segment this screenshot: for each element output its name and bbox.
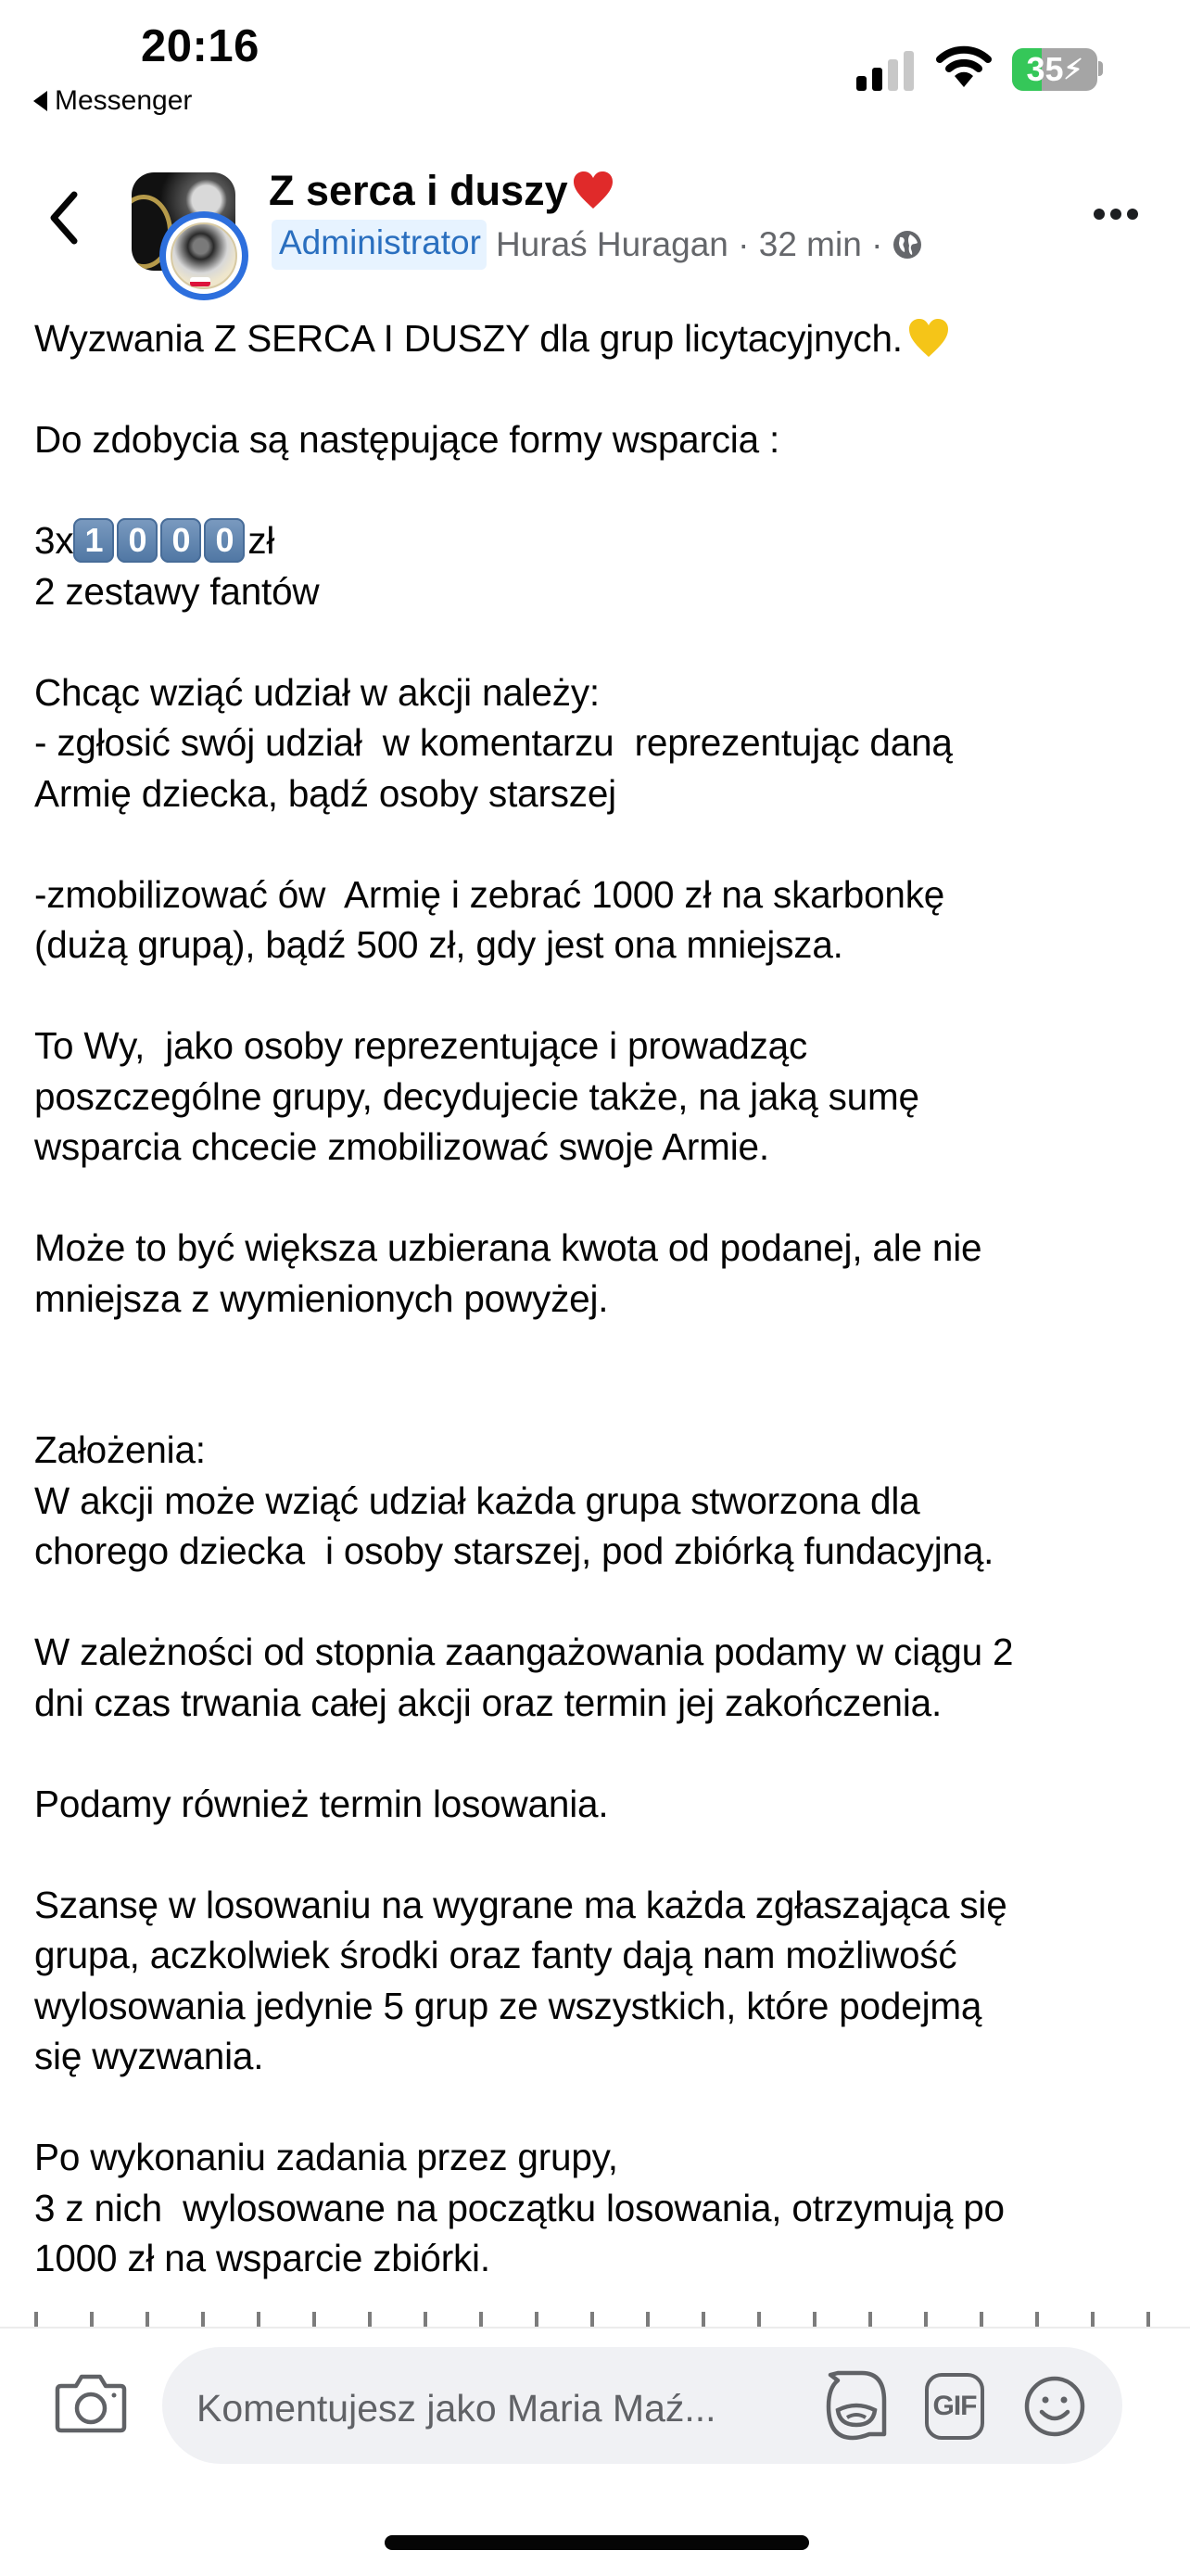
post-text: (dużą grupą), bądź 500 zł, gdy jest ona mniejsza. (34, 923, 843, 966)
post-body (34, 313, 1174, 2284)
battery-icon (1012, 48, 1097, 91)
post-text-line (34, 1425, 1174, 1476)
comment-input[interactable] (195, 2375, 810, 2442)
post-meta (272, 220, 923, 270)
post-text: 3 z nich wylosowane na początku losowania, otrzymują po (34, 2186, 1005, 2229)
post-text-line (34, 1274, 1174, 1325)
author-avatar[interactable] (159, 211, 248, 300)
post-text-line (34, 1476, 1174, 1527)
signal-bar (888, 59, 898, 91)
red-heart-icon (572, 170, 614, 212)
role-badge: Administrator (272, 220, 487, 270)
post-text-line (34, 1223, 1174, 1274)
back-to-app-button[interactable] (33, 85, 192, 117)
post-text: chorego dziecka i osoby starszej, pod zbiórką fundacyjną. (34, 1529, 994, 1572)
more-options-icon[interactable] (1094, 202, 1149, 226)
post-text-line (34, 717, 1174, 768)
back-triangle-icon (33, 91, 47, 111)
signal-bar (872, 68, 882, 91)
battery-percent: 35 (1026, 50, 1064, 88)
meta-separator: · (871, 225, 883, 263)
post-text: Może to być większa uzbierana kwota od podanej, ale nie (34, 1226, 982, 1269)
blank-line (34, 1324, 1174, 1375)
post-text: 2 zestawy fantów (34, 569, 320, 613)
post-text: Po wykonaniu zadania przez grupy, (34, 2136, 618, 2178)
blank-line (34, 1375, 1174, 1426)
post-text-line (34, 2031, 1174, 2082)
author-name[interactable]: Huraś Huragan (495, 225, 728, 263)
keycap-digit: 0 (117, 518, 158, 563)
post-text: dni czas trwania całej akcji oraz termin jej zakończenia. (34, 1681, 943, 1724)
gif-button[interactable] (925, 2373, 984, 2440)
post-text: Chcąc wziąć udział w akcji należy: (34, 670, 600, 714)
cellular-signal-icon (856, 48, 914, 91)
post-text-line (34, 1021, 1174, 1072)
post-text: Wyzwania Z SERCA I DUSZY dla grup licytacyjnych. (34, 317, 903, 360)
keycap-digit: 0 (204, 518, 245, 563)
post-text: 1000 zł na wsparcie zbiórki. (34, 2237, 490, 2279)
meta-separator: · (738, 225, 750, 263)
post-text-line (34, 920, 1174, 971)
post-text-line (34, 667, 1174, 718)
post-text-line (34, 2233, 1174, 2284)
post-text: wsparcia chcecie zmobilizować swoje Armie. (34, 1125, 769, 1168)
post-text: mniejsza z wymienionych powyżej. (34, 1276, 609, 1320)
battery-nub (1098, 61, 1103, 76)
post-text: poszczególne grupy, decydujecie także, na jaką sumę (34, 1074, 919, 1118)
post-text-line (34, 1122, 1174, 1173)
post-avatar[interactable] (132, 172, 254, 295)
charging-bolt-icon: ⚡︎ (1063, 54, 1083, 85)
post-text-line (34, 2132, 1174, 2183)
keycap-digit: 1 (73, 518, 114, 563)
post-text: - zgłosić swój udział w komentarzu reprezentując daną (34, 721, 953, 764)
post-text: Podamy również termin losowania. (34, 1782, 609, 1825)
smiley-icon[interactable] (1023, 2375, 1086, 2438)
post-text: wylosowania jedynie 5 grup ze wszystkich, które podejmą (34, 1984, 982, 2027)
post-text-line (34, 566, 1174, 617)
signal-bar (904, 51, 914, 91)
wifi-icon (936, 43, 992, 89)
globe-icon (892, 229, 923, 260)
post-text-line (34, 768, 1174, 819)
post-text: Szansę w losowaniu na wygrane ma każda zgłaszająca się (34, 1883, 1007, 1926)
post-text-line (34, 1981, 1174, 2032)
post-text-line (34, 1526, 1174, 1577)
post-text: W zależności od stopnia zaangażowania podamy w ciągu 2 (34, 1631, 1014, 1673)
post-text: Do zdobycia są następujące formy wsparcia : (34, 418, 780, 461)
group-name: Z serca i duszy (269, 167, 568, 214)
blank-line (34, 364, 1174, 415)
back-app-label: Messenger (55, 85, 193, 116)
post-text: W akcji może wziąć udział każda grupa stworzona dla (34, 1478, 920, 1522)
post-text: To Wy, jako osoby reprezentujące i prowadząc (34, 1024, 808, 1067)
blank-line (34, 1173, 1174, 1224)
status-time: 20:16 (141, 21, 260, 71)
post-text: grupa, aczkolwiek środki oraz fanty dają nam możliwość (34, 1934, 957, 1976)
post-time[interactable]: 32 min (758, 225, 862, 263)
gif-label: GIF (932, 2391, 977, 2421)
blank-line (34, 1829, 1174, 1880)
post-text-line (34, 869, 1174, 920)
blank-line (34, 2082, 1174, 2133)
blank-line (34, 616, 1174, 667)
post-text: się wyzwania. (34, 2035, 264, 2077)
post-text-line (34, 1930, 1174, 1981)
blank-line (34, 818, 1174, 869)
group-name-link[interactable] (269, 167, 614, 215)
home-indicator[interactable] (385, 2535, 809, 2550)
blank-line (34, 465, 1174, 516)
post-text-line (34, 1072, 1174, 1123)
yellow-heart-icon (906, 316, 951, 361)
post-text: Założenia: (34, 1428, 206, 1471)
signal-bar (856, 76, 867, 91)
post-text: Armię dziecka, bądź osoby starszej (34, 771, 616, 815)
post-text-line (34, 414, 1174, 465)
post-text-line (34, 1779, 1174, 1830)
prize-currency: zł (247, 519, 275, 562)
avatar-sticker-icon[interactable] (823, 2367, 892, 2442)
post-text: 3x (34, 519, 74, 562)
clipped-text-line (34, 2304, 1174, 2329)
post-text-line (34, 1678, 1174, 1729)
keycap-digit: 0 (160, 518, 201, 563)
camera-icon[interactable] (54, 2367, 128, 2436)
post-text-line (34, 1880, 1174, 1931)
post-text-line (34, 515, 1174, 566)
back-chevron-icon[interactable] (41, 185, 87, 250)
blank-line (34, 1728, 1174, 1779)
blank-line (34, 1577, 1174, 1628)
post-text-line (34, 2183, 1174, 2234)
post-text-line (34, 313, 1174, 364)
post-text: -zmobilizować ów Armię i zebrać 1000 zł na skarbonkę (34, 872, 945, 916)
post-text-line (34, 1627, 1174, 1678)
blank-line (34, 971, 1174, 1022)
